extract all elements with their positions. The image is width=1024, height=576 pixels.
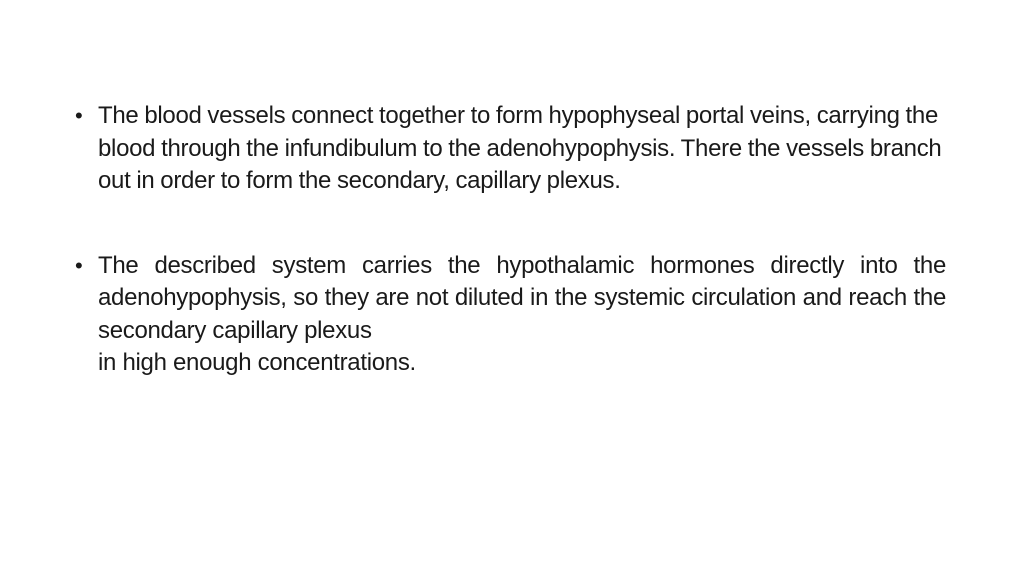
bullet-list	[70, 100, 946, 380]
bullet-text: The blood vessels connect together to form hypophyseal portal veins, carrying the blood through the infundibulum to the adenohypophysis. There the vessels branch out in order to form the secondary, capillary plexus.	[98, 102, 942, 194]
bullet-marker: •	[75, 103, 83, 128]
bullet-marker: •	[75, 252, 83, 278]
bullet-item-portal-veins	[70, 100, 946, 198]
bullet-text-last-line: in high enough concentrations.	[98, 349, 416, 376]
bullet-item-hormone-transport	[70, 250, 946, 380]
bullet-text: The described system carries the hypothalamic hormones directly into the adenohypophysis, so they are not diluted in the systemic circulation and reach the secondary capillary plexus	[98, 251, 946, 344]
